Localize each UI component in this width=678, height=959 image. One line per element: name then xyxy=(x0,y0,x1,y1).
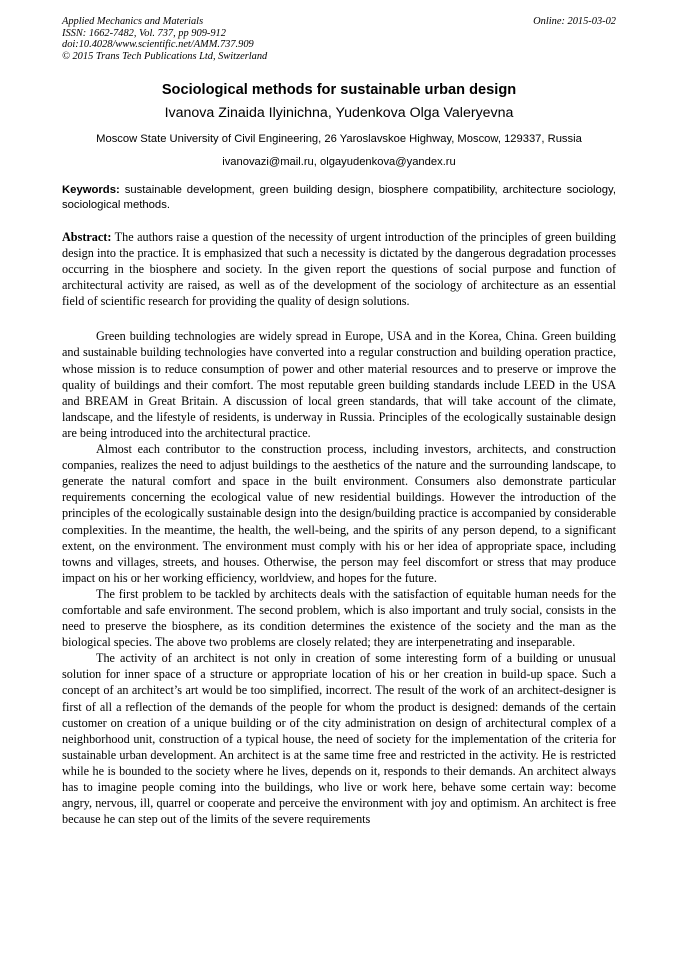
keywords-label: Keywords: xyxy=(62,184,120,197)
abstract-section xyxy=(62,229,616,309)
abstract-label: Abstract: xyxy=(62,230,112,245)
journal-name: Applied Mechanics and Materials xyxy=(62,16,204,27)
doi-line: doi:10.4028/www.scientific.net/AMM.737.909 xyxy=(62,39,254,51)
author-affiliation: Moscow State University of Civil Engineering, 26 Yaroslavskoe Highway, Moscow, 129337, Russia xyxy=(96,133,582,146)
abstract-text: The authors raise a question of the necessity of urgent introduction of the principles of green building design into the practice. It is emphasized that such a necessity is dictated by the dangerous degradation processes occurring in the biosphere and society. In the given report the questions of social purpose and function of architectural activity are raised, as well as of the development of the sociology of architecture as an essential field of scientific research for providing the quality of design solutions. xyxy=(62,230,616,309)
body-text xyxy=(62,328,616,827)
paper-title: Sociological methods for sustainable urban design xyxy=(161,82,517,99)
body-paragraph: The activity of an architect is not only in creation of some interesting form of a building or unusual solution for inner space of a structure or appropriate location of his or her creation in build-up space. Such a concept of an architect’s art would be too simplified, incorrect. The result of the work of an architect-designer is first of all a reflection of the demands of the people for whom the product is designed: demands of the certain customer on creation of a unique building or of the city administration on design of architectural complex of a neighborhood unit, construction of a typical house, the need of society for the implementation of the criteria for sustainable urban development. An architect is at the same time free and restricted in the activity. He is restricted while he is bounded to the society where he lives, depends on it, responds to their demands. An architect always has to imagine people coming into the buildings, who live or work here, behave some certain way: become angry, nervous, ill, quarrel or cooperate and perceive the environment with joy and optimism. An architect is free because he can step out of the limits of the severe requirements xyxy=(62,651,616,827)
online-date: Online: 2015-03-02 xyxy=(533,16,616,27)
author-emails: ivanovazi@mail.ru, olgayudenkova@yandex.ru xyxy=(222,156,456,169)
body-paragraph: Almost each contributor to the construction process, including investors, architects, and construction companies, realizes the need to adjust buildings to the aesthetics of the nature and the surrounding landscape, to generate the natural comfort and space in the built environment. Consumers also demonstrate particular requirements concerning the ecological value of new residential buildings. However the introduction of the principles of the ecologically sustainable design into the design/building practice is accompanied by considerable complexities. In the meantime, the health, the well-being, and the spirits of any person depend, to a significant extent, on the environment. The environment must comply with his or her idea of appropriate space, including towns and villages, streets, and houses. Otherwise, the person may feel discomfort or stress that may produce impact on his or her working efficiency, worldview, and hopes for the future. xyxy=(62,442,616,585)
issn-line: ISSN: 1662-7482, Vol. 737, pp 909-912 xyxy=(62,27,226,39)
paper-authors: Ivanova Zinaida Ilyinichna, Yudenkova Olga Valeryevna xyxy=(164,105,514,122)
journal-header xyxy=(62,16,616,62)
body-paragraph: Green building technologies are widely spread in Europe, USA and in the Korea, China. Green building and sustainable building technologies have converted into a regular construction and building operation practice, whose mission is to reduce consumption of power and other material resources and to preserve or improve the quality of buildings and their comfort. The most reputable green building standards include LEED in the USA and BREAM in Great Britain. A discussion of local green standards, that will take account of the climate, landscape, and the lifestyle of residents, is underway in Russia. Principles of the ecologically sustainable design are being introduced into the architectural practice. xyxy=(62,329,616,440)
keywords-section xyxy=(62,183,616,213)
keywords-text: sustainable development, green building design, biosphere compatibility, architecture sociology, sociological methods. xyxy=(62,184,616,212)
body-paragraph: The first problem to be tackled by architects deals with the satisfaction of equitable human needs for the comfortable and safe environment. The second problem, which is also important and truly social, consists in the need to preserve the biosphere, as its condition determines the existence of the society and the man as the biological species. The above two problems are closely related; they are interpenetrating and inseparable. xyxy=(62,586,616,650)
copyright-line: © 2015 Trans Tech Publications Ltd, Switzerland xyxy=(62,50,268,62)
